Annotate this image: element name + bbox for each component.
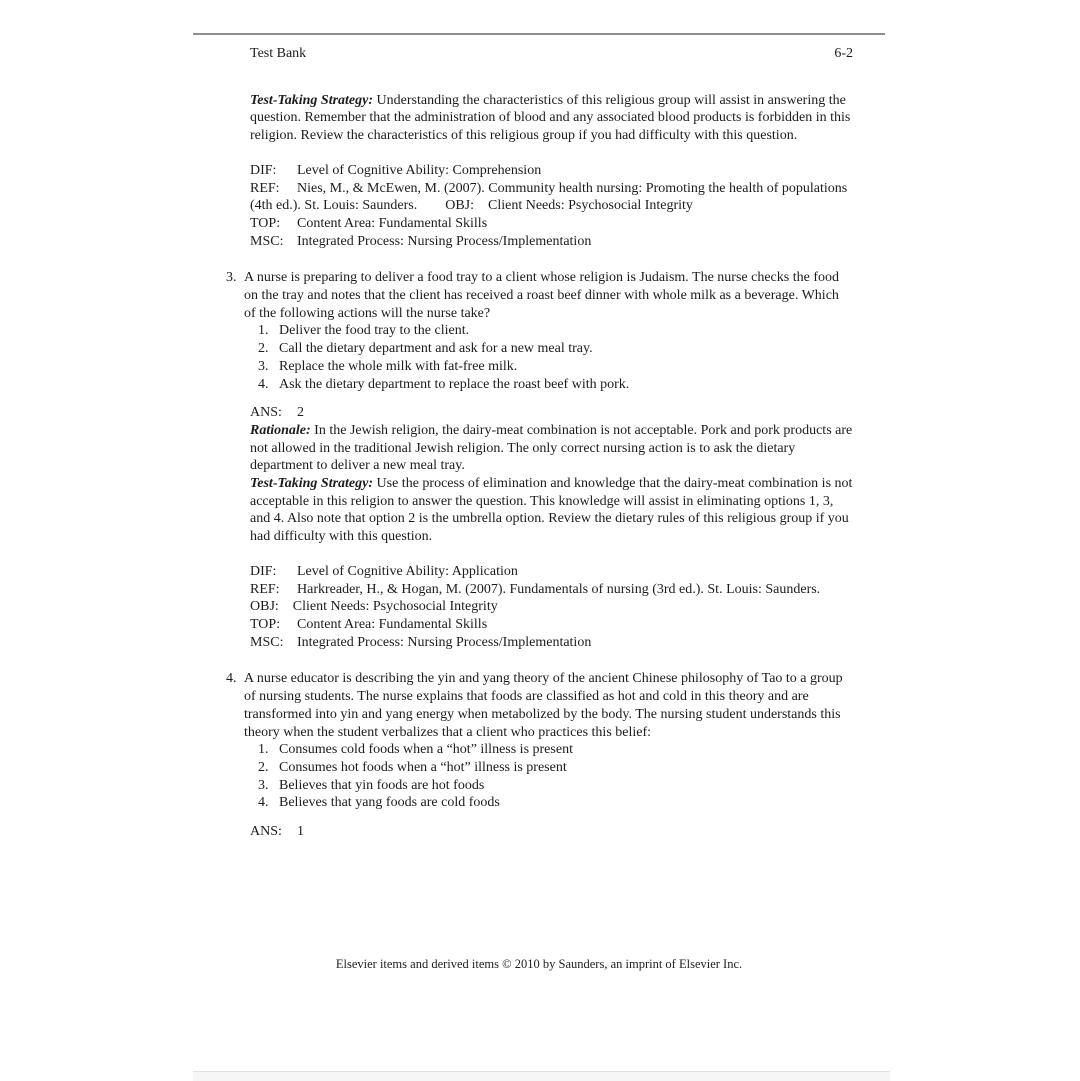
- option-text: Replace the whole milk with fat-free milk.: [279, 358, 518, 374]
- top-label: TOP:: [250, 616, 281, 632]
- item2-strategy-paragraph: [250, 92, 854, 145]
- dif-line: [250, 162, 854, 180]
- top-line: [250, 215, 854, 233]
- item2-metadata-block: [250, 162, 854, 251]
- ref-value: Nies, M., & McEwen, M. (2007). Community health nursing: Promoting the health of populations (4th ed.). St. Louis: Saunders.: [250, 180, 848, 214]
- document-page: [193, 33, 885, 841]
- page-footer: Elsevier items and derived items © 2010 by Saunders, an imprint of Elsevier Inc.: [335, 957, 743, 971]
- answer-line: [250, 823, 854, 841]
- option-number: 3.: [258, 777, 269, 793]
- dif-line: [250, 563, 854, 581]
- question-stem: A nurse is preparing to deliver a food tray to a client whose religion is Judaism. The nurse checks the food on the tray and notes that the client has received a roast beef dinner with whole milk as a beverage. Which of the following actions will the nurse take?: [244, 270, 839, 321]
- msc-label: MSC:: [250, 233, 284, 249]
- dif-label: DIF:: [250, 162, 277, 178]
- strategy-label: Test-Taking Strategy:: [250, 92, 374, 108]
- dif-label: DIF:: [250, 563, 277, 579]
- question-4: [226, 670, 885, 812]
- option-number: 1.: [258, 323, 269, 339]
- answer-option: [244, 322, 854, 340]
- ref-obj-line: [250, 180, 854, 215]
- dif-value: Level of Cognitive Ability: Application: [297, 563, 518, 579]
- answer-option: [244, 340, 854, 358]
- option-number: 4.: [258, 795, 269, 811]
- option-number: 3.: [258, 358, 269, 374]
- question-3: [226, 269, 885, 393]
- option-text: Deliver the food tray to the client.: [279, 323, 470, 339]
- msc-value: Integrated Process: Nursing Process/Implementation: [297, 634, 592, 650]
- option-text: Consumes cold foods when a “hot” illness is present: [279, 742, 573, 758]
- option-text: Call the dietary department and ask for a new meal tray.: [279, 341, 593, 357]
- option-number: 4.: [258, 376, 269, 392]
- question-3-answer-block: [250, 404, 854, 546]
- obj-value: Client Needs: Psychosocial Integrity: [488, 198, 693, 214]
- obj-label: OBJ:: [250, 599, 279, 615]
- answer-option: [244, 741, 854, 759]
- ans-value: 1: [297, 824, 304, 840]
- ref-label: REF:: [250, 180, 280, 196]
- option-number: 2.: [258, 341, 269, 357]
- question-number: 3.: [226, 270, 237, 286]
- rationale-paragraph: [250, 422, 854, 475]
- answer-option: [244, 794, 854, 812]
- question-number: 4.: [226, 671, 237, 687]
- msc-value: Integrated Process: Nursing Process/Implementation: [297, 233, 592, 249]
- strategy-label: Test-Taking Strategy:: [250, 476, 374, 492]
- rationale-label: Rationale:: [250, 422, 311, 438]
- strategy-text: Understanding the characteristics of this religious group will assist in answering the question. Remember that the administration of blood and any associated blood products is forbidden in this religion. Review the characteristics of this religious group if you had difficulty with this question.: [250, 92, 851, 144]
- option-text: Consumes hot foods when a “hot” illness is present: [279, 759, 567, 775]
- msc-label: MSC:: [250, 634, 284, 650]
- rationale-text: In the Jewish religion, the dairy-meat combination is not acceptable. Pork and pork products are not allowed in the traditional Jewish religion. The only correct nursing action is to ask the dietary department to deliver a new meal tray.: [250, 422, 853, 474]
- ans-label: ANS:: [250, 405, 282, 421]
- answer-option: [244, 358, 854, 376]
- obj-value: Client Needs: Psychosocial Integrity: [292, 599, 498, 615]
- header-rule: [193, 33, 885, 35]
- option-text: Believes that yang foods are cold foods: [279, 795, 500, 811]
- ref-obj-line: [250, 581, 854, 616]
- top-label: TOP:: [250, 215, 281, 231]
- ref-label: REF:: [250, 581, 280, 597]
- ref-value: Harkreader, H., & Hogan, M. (2007). Fundamentals of nursing (3rd ed.). St. Louis: Saunders.: [297, 581, 821, 597]
- option-text: Believes that yin foods are hot foods: [279, 777, 485, 793]
- ans-label: ANS:: [250, 824, 282, 840]
- question-3-metadata-block: [250, 563, 854, 652]
- header-title: Test Bank: [250, 46, 307, 61]
- msc-line: [250, 233, 854, 251]
- dif-value: Level of Cognitive Ability: Comprehension: [297, 162, 542, 178]
- top-value: Content Area: Fundamental Skills: [297, 616, 488, 632]
- option-number: 1.: [258, 742, 269, 758]
- answer-option: [244, 759, 854, 777]
- ans-value: 2: [297, 405, 304, 421]
- question-4-answer-block: [250, 823, 854, 841]
- obj-label: OBJ:: [445, 198, 475, 214]
- answer-line: [250, 404, 854, 422]
- option-number: 2.: [258, 759, 269, 775]
- page-number: 6-2: [834, 46, 853, 61]
- answer-option: [244, 376, 854, 394]
- strategy-paragraph: [250, 475, 854, 546]
- strategy-text: Use the process of elimination and knowledge that the dairy-meat combination is not acceptable in this religion to answer the question. This knowledge will assist in eliminating options 1, 3, and 4. Also note that option 2 is the umbrella option. Review the dietary rules of this religious group if you had difficulty with this question.: [250, 476, 853, 545]
- msc-line: [250, 634, 854, 652]
- question-stem: A nurse educator is describing the yin and yang theory of the ancient Chinese philosophy of Tao to a group of nursing students. The nurse explains that foods are classified as hot and cold in this theory and are transformed into yin and yang energy when metabolized by the body. The nursing student understands this theory when the student verbalizes that a client who practices this belief:: [244, 671, 843, 740]
- top-line: [250, 616, 854, 634]
- page-header: [250, 45, 853, 63]
- option-text: Ask the dietary department to replace the roast beef with pork.: [279, 376, 630, 392]
- answer-option: [244, 777, 854, 795]
- top-value: Content Area: Fundamental Skills: [297, 215, 488, 231]
